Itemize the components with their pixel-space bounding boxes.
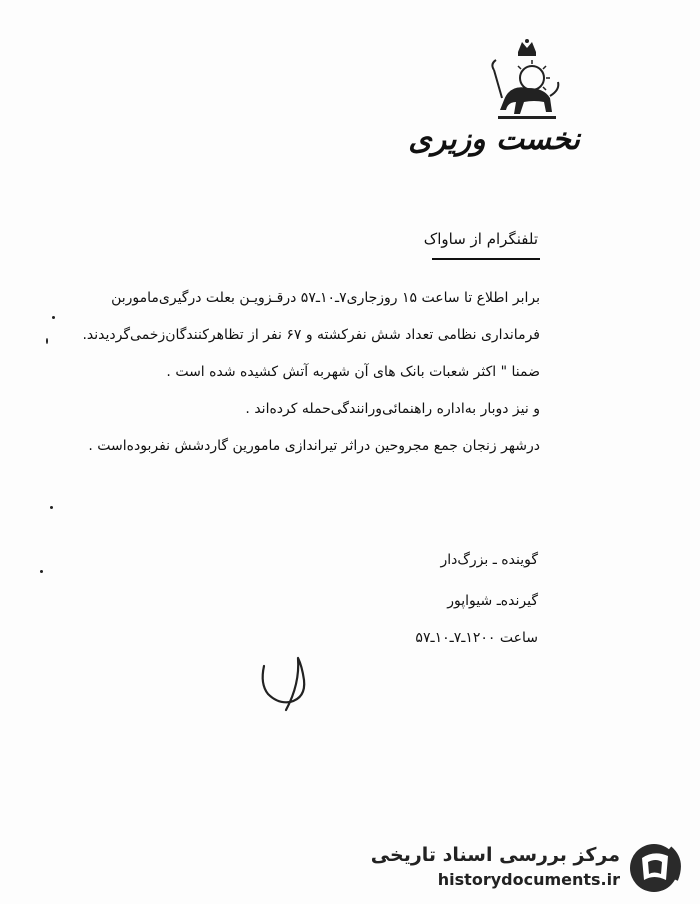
body-line: ضمنا " اکثر شعبات بانک های آن شهربه آتش کشیده شده است .	[166, 364, 540, 380]
office-title: نخست وزیری	[408, 122, 580, 157]
body-line: فرمانداری نظامی تعداد شش نفرکشته و ۶۷ نفر از تظاهرکنندگان‌زخمی‌گردیدند.	[82, 327, 540, 343]
archive-watermark	[370, 840, 690, 896]
lion-and-sun-emblem-icon	[488, 38, 566, 122]
telegram-heading: تلفنگرام از ساواک	[423, 230, 538, 248]
scan-speck	[46, 338, 48, 344]
time-line: ساعت ۱۲۰۰ـ۷ـ۱۰ـ۵۷	[415, 630, 538, 646]
scan-speck	[52, 316, 55, 319]
body-line: درشهر زنجان جمع مجروحین دراثر تیراندازی مامورین گاردشش نفربوده‌است .	[88, 438, 540, 454]
archive-logo-icon	[626, 840, 686, 896]
watermark-url: historydocuments.ir	[437, 870, 620, 889]
scan-speck	[40, 570, 43, 573]
sender-line: گوینده ـ بزرگ‌دار	[440, 552, 538, 568]
watermark-title: مرکز بررسی اسناد تاریخی	[370, 844, 620, 866]
scan-speck	[50, 506, 53, 509]
receiver-line: گیرنده‌ـ شیواپور	[447, 593, 538, 609]
body-line: و نیز دوبار به‌اداره راهنمائی‌ورانندگی‌حمله کرده‌اند .	[245, 401, 540, 417]
handwritten-numeral-mark-icon	[256, 654, 312, 714]
body-line: برابر اطلاع تا ساعت ۱۵ روزجاری۷ـ۱۰ـ۵۷ درقـزویـن بعلت درگیری‌ماموربن	[111, 290, 540, 306]
heading-underline	[432, 258, 540, 260]
